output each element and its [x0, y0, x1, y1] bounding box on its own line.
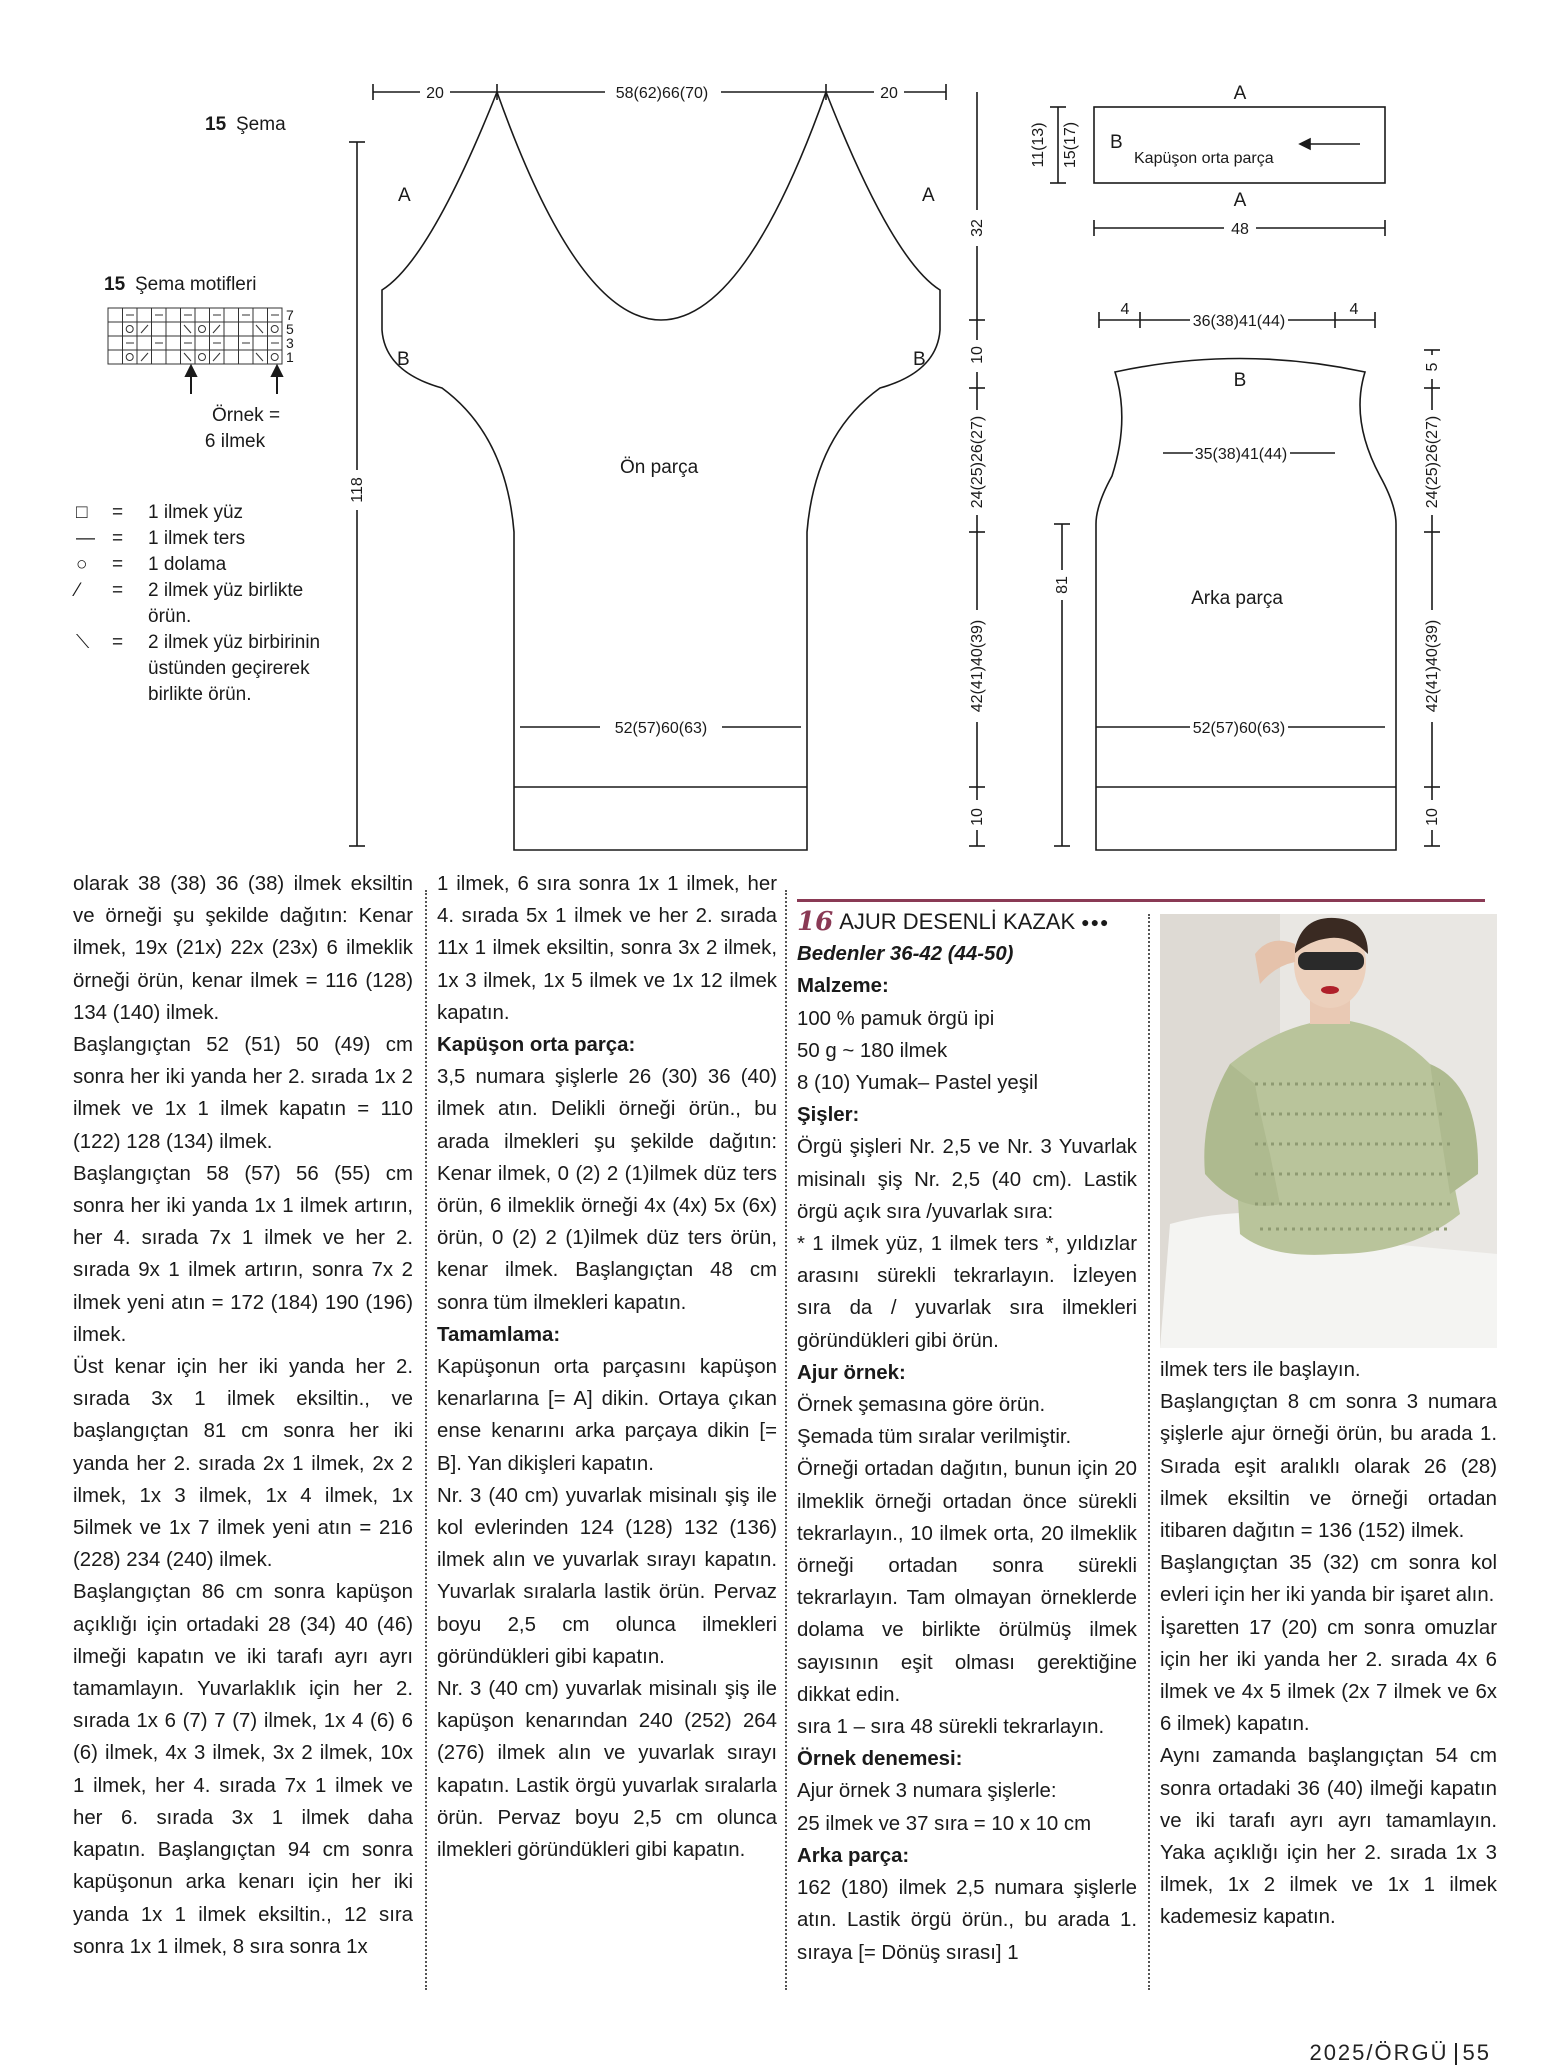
footer-divider	[1455, 2043, 1457, 2065]
article-header-rule	[797, 899, 1485, 902]
section-heading	[437, 1319, 777, 1351]
back-dimension-lines	[1054, 312, 1440, 846]
dim-back-width: 52(57)60(63)	[1192, 720, 1286, 737]
legend-equals: =	[112, 632, 124, 653]
paragraph: 162 (180) ilmek 2,5 numara şişlerle atın. Lastik örgü örün., bu arada 1. sıraya [= Dönüş sırası] 1	[797, 1877, 1137, 1964]
sizes: Bedenler 36-42 (44-50)	[797, 943, 1014, 966]
section-heading	[437, 1029, 777, 1061]
page-footer	[1309, 2040, 1491, 2066]
dim-front-top-right: 20	[880, 85, 898, 102]
legend-equals: =	[112, 554, 124, 575]
legend-text: 2 ilmek yüz birlikte örün.	[148, 580, 304, 627]
paragraph: İşaretten 17 (20) cm sonra omuzlar için her iki yanda her 2. sırada 4x 6 ilmek ve 4x 5 ilmek (2x 7 ilmek ve 6x 6 ilmek) kapatın.	[1160, 1616, 1497, 1736]
legend-text: 1 dolama	[148, 554, 227, 575]
model-photo	[1160, 914, 1497, 1348]
heading-text: Kapüşon orta parça:	[437, 1034, 636, 1057]
paragraph: 25 ilmek ve 37 sıra = 10 x 10 cm	[797, 1812, 1092, 1835]
paragraph: 1 ilmek, 6 sıra sonra 1x 1 ilmek, her 4. sırada 5x 1 ilmek ve her 2. sırada 11x 1 ilmek eksiltin, sonra 3x 2 ilmek, 1x 3 ilmek, 1x 5 ilmek ve 1x 12 ilmek kapatın.	[437, 873, 777, 1024]
paragraph: Ajur örnek 3 numara şişlerle:	[797, 1780, 1057, 1803]
dim-back-top-4a: 4	[1120, 301, 1130, 318]
legend-row	[76, 578, 376, 630]
hood-dimension-lines	[1050, 107, 1385, 236]
dim-front-32: 32	[969, 219, 986, 237]
legend-text: 2 ilmek yüz birbirinin üstünden geçirerek birlikte örün.	[148, 632, 321, 705]
label-B: B	[397, 349, 410, 370]
paragraph: 3,5 numara şişlerle 26 (30) 36 (40) ilmek atın. Delikli örneği örün., bu arada ilmekleri şu şekilde dağıtın: Kenar ilmek, 0 (2) 2 (1)ilmek düz ters örün, 6 ilmeklik örneği 4x (4x) 5x (6x) örün, 0 (2) 2 (1)ilmek düz ters örün, kenar ilmek. Başlangıçtan 48 cm sonra tüm ilmekleri kapatın.	[437, 1066, 777, 1314]
label-B: B	[1110, 132, 1123, 153]
dim-back-inner: 35(38)41(44)	[1194, 446, 1288, 463]
motif-chart-grid	[108, 308, 282, 364]
paragraph: * 1 ilmek yüz, 1 ilmek ters *, yıldızlar arasını sürekli tekrarlayın. İzleyen sıra da / yuvarlak sıra ilmekleri göründükleri gibi örün.	[797, 1233, 1137, 1352]
dim-back-42: 42(41)40(39)	[1424, 619, 1441, 713]
paragraph: Örgü şişleri Nr. 2,5 ve Nr. 3 Yuvarlak misinalı şiş Nr. 2,5 (40 cm). Lastik örgü açık sıra /yuvarlak sıra:	[797, 1136, 1137, 1223]
dim-hood-15: 15(17)	[1062, 121, 1079, 169]
paragraph: Başlangıçtan 58 (57) 56 (55) cm sonra her iki yanda 1x 1 ilmek artırın, her 4. sırada 7x 1 ilmek ve her 2. sırada 9x 1 ilmek artırın, sonra 7x 2 ilmek yeni atın = 172 (184) 190 (196) ilmek.	[73, 1162, 413, 1346]
heading-text: Arka parça:	[797, 1844, 910, 1867]
paragraph: 100 % pamuk örgü ipi	[797, 1007, 995, 1030]
dim-back-top-mid: 36(38)41(44)	[1192, 313, 1286, 330]
paragraph: Üst kenar için her iki yanda her 2. sırada 3x 1 ilmek eksiltin., ve başlangıçtan 81 cm sonra her iki yanda her 2. sırada 2x 1 ilmek, 2x 2 ilmek, 1x 3 ilmek, 1x 4 ilmek, 1x 5ilmek ve 1x 7 ilmek yeni atın = 216 (228) 234 (240) ilmek.	[73, 1356, 413, 1572]
legend-equals: =	[112, 580, 124, 601]
front-piece-label: Ön parça	[620, 457, 699, 478]
dim-front-10a: 10	[969, 346, 986, 364]
paragraph: Nr. 3 (40 cm) yuvarlak misinalı şiş ile kapüşon kenarından 240 (252) 264 (276) ilmek alın ve yuvarlak sırayı kapatın. Lastik örgü yuvarlak sıralarla örün. Pervaz boyu 2,5 cm olunca ilmekleri göründükleri gibi kapatın.	[437, 1678, 777, 1862]
dim-front-42: 42(41)40(39)	[969, 619, 986, 713]
column-divider	[785, 890, 787, 1990]
magazine-issue: 2025/ÖRGÜ	[1309, 2040, 1449, 2065]
section-heading	[797, 1743, 1137, 1775]
paragraph: Örnek şemasına göre örün.	[797, 1394, 1046, 1417]
label-A: A	[1233, 83, 1247, 104]
row-number: 3	[286, 335, 294, 351]
legend-row	[76, 526, 376, 552]
paragraph: Başlangıçtan 8 cm sonra 3 numara şişlerle ajur örneği örün, bu arada 1. Sırada eşit aralıklı olarak 26 (28) ilmek eksiltin ve örneği ortadan itibaren dağıtın = 136 (152) ilmek.	[1160, 1391, 1497, 1543]
label-B: B	[1233, 370, 1247, 391]
repeat-label: Örnek =	[211, 405, 281, 426]
text-column-3	[797, 906, 1137, 1969]
text-column-1	[73, 868, 413, 1963]
label-A: A	[922, 185, 935, 206]
dim-back-height: 81	[1054, 576, 1071, 594]
paragraph: 50 g ~ 180 ilmek	[797, 1039, 948, 1062]
back-piece-label: Arka parça	[1191, 588, 1283, 609]
column-divider	[1148, 914, 1150, 1990]
motif-title-number: 15	[104, 274, 126, 295]
page-number: 55	[1462, 2040, 1491, 2065]
paragraph: ilmek ters ile başlayın.	[1160, 1359, 1361, 1381]
section-heading	[797, 970, 1137, 1002]
dim-front-top-mid: 58(62)66(70)	[615, 85, 709, 102]
section-heading	[797, 1099, 1137, 1131]
legend-equals: =	[112, 502, 124, 523]
pattern-number: 16	[797, 907, 834, 937]
knitting-schema-diagram	[0, 0, 1551, 860]
row-number: 7	[286, 307, 294, 323]
dim-front-10b: 10	[969, 808, 986, 826]
heading-text: Malzeme:	[797, 975, 889, 998]
dim-front-width: 52(57)60(63)	[614, 720, 708, 737]
legend-equals: =	[112, 528, 124, 549]
paragraph: Kapüşonun orta parçasını kapüşon kenarlarına [= A] dikin. Ortaya çıkan ense kenarını arka parçaya dikin [= B]. Yan dikişleri kapatın.	[437, 1356, 777, 1475]
pattern-title-text: AJUR DESENLİ KAZAK	[839, 909, 1076, 934]
legend-text: 1 ilmek yüz	[148, 502, 244, 523]
legend-symbol: ⟍	[76, 632, 90, 653]
paragraph: sıra 1 – sıra 48 sürekli tekrarlayın.	[797, 1716, 1105, 1739]
section-heading	[797, 1840, 1137, 1872]
paragraph: Nr. 3 (40 cm) yuvarlak misinalı şiş ile kol evlerinden 124 (128) 132 (136) ilmek alın ve yuvarlak sırayı kapatın. Yuvarlak sıralarla lastik örün. Pervaz boyu 2,5 cm olunca ilmekleri göründükleri gibi kapatın.	[437, 1484, 777, 1668]
dim-back-top-4b: 4	[1349, 301, 1359, 318]
heading-text: Şişler:	[797, 1104, 860, 1127]
paragraph: olarak 38 (38) 36 (38) ilmek eksiltin ve örneği şu şekilde dağıtın: Kenar ilmek, 19x (21x) 22x (23x) 6 ilmeklik örneği örün, kenar ilmek = 116 (128) 134 (140) ilmek.	[73, 873, 413, 1024]
dim-back-5: 5	[1424, 362, 1441, 372]
paragraph: Başlangıçtan 52 (51) 50 (49) cm sonra her iki yanda her 2. sırada 1x 2 ilmek ve 1x 1 ilmek kapatın = 110 (122) 128 (134) ilmek.	[73, 1034, 413, 1153]
legend-symbol: □	[76, 502, 88, 523]
repeat-label: 6 ilmek	[204, 431, 266, 452]
legend-row	[76, 552, 376, 578]
dim-front-24: 24(25)26(27)	[969, 415, 986, 509]
motif-title: Şema motifleri	[135, 274, 257, 295]
legend-symbol: —	[76, 528, 95, 549]
legend-symbol: ⁄	[76, 580, 80, 601]
label-A: A	[1233, 190, 1247, 211]
difficulty-dots: ●●●	[1081, 914, 1110, 930]
paragraph: Şemada tüm sıralar verilmiştir.	[797, 1426, 1072, 1449]
legend-text: 1 ilmek ters	[148, 528, 246, 549]
schema-title: Şema	[236, 114, 286, 135]
row-number: 5	[286, 321, 294, 337]
paragraph: 8 (10) Yumak– Pastel yeşil	[797, 1072, 1039, 1095]
row-number: 1	[286, 349, 294, 365]
text-column-4	[1160, 1354, 1497, 1934]
legend-row	[76, 630, 376, 708]
section-heading	[797, 1357, 1137, 1389]
label-B: B	[913, 349, 926, 370]
dim-back-10: 10	[1424, 808, 1441, 826]
dim-front-top-left: 20	[426, 85, 444, 102]
paragraph: Örneği ortadan dağıtın, bunun için 20 ilmeklik örneği ortadan önce sürekli tekrarlayın., 10 ilmek orta, 20 ilmeklik örneği ortadan sonra sürekli tekrarlayın. Tam olmayan örneklerde dolama ve birlikte örülmüş ilmek sayısının eşit olması gerektiğine dikkat edin.	[797, 1458, 1137, 1706]
label-A: A	[398, 185, 411, 206]
paragraph: Başlangıçtan 35 (32) cm sonra kol evleri için her iki yanda bir işaret alın.	[1160, 1552, 1497, 1607]
dim-front-height: 118	[349, 477, 366, 503]
hood-piece-outline	[1094, 107, 1385, 183]
heading-text: Tamamlama:	[437, 1323, 561, 1346]
paragraph: Aynı zamanda başlangıçtan 54 cm sonra ortadaki 36 (40) ilmeği kapatın ve iki tarafı ayrı ayrı tamamlayın. Yaka açıklığı için her 2. sırada 1x 3 ilmek, 1x 2 ilmek ve 1x 1 ilmek kademesiz kapatın.	[1160, 1745, 1497, 1929]
column-divider	[425, 890, 427, 1990]
legend-row	[76, 500, 376, 526]
symbol-legend	[76, 500, 376, 708]
schema-title-number: 15	[205, 114, 227, 135]
paragraph: Başlangıçtan 86 cm sonra kapüşon açıklığı için ortadaki 28 (34) 40 (46) ilmeği kapatın ve iki tarafı ayrı ayrı tamamlayın. Yuvarlaklık için her 2. sırada 1x 6 (7) 7 (7) ilmek, 1x 4 (6) 6 (6) ilmek, 4x 3 ilmek, 3x 2 ilmek, 10x 1 ilmek, her 4. sırada 7x 1 ilmek ve her 6. sırada 3x 1 ilmek daha kapatın. Başlangıçtan 94 cm sonra kapüşonun arka kenarı için her iki yanda 1x 1 ilmek eksiltin., 12 sıra sonra 1x 1 ilmek, 8 sıra sonra 1x	[73, 1581, 413, 1958]
dim-hood-width: 48	[1231, 221, 1249, 238]
pattern-title	[797, 906, 1137, 938]
legend-symbol: ○	[76, 554, 88, 575]
text-column-2	[437, 868, 777, 1866]
dim-back-24: 24(25)26(27)	[1424, 415, 1441, 509]
heading-text: Ajur örnek:	[797, 1361, 906, 1384]
hood-piece-label: Kapüşon orta parça	[1134, 150, 1274, 167]
heading-text: Örnek denemesi:	[797, 1748, 963, 1771]
dim-hood-11: 11(13)	[1030, 122, 1047, 168]
repeat-arrows	[186, 366, 282, 394]
